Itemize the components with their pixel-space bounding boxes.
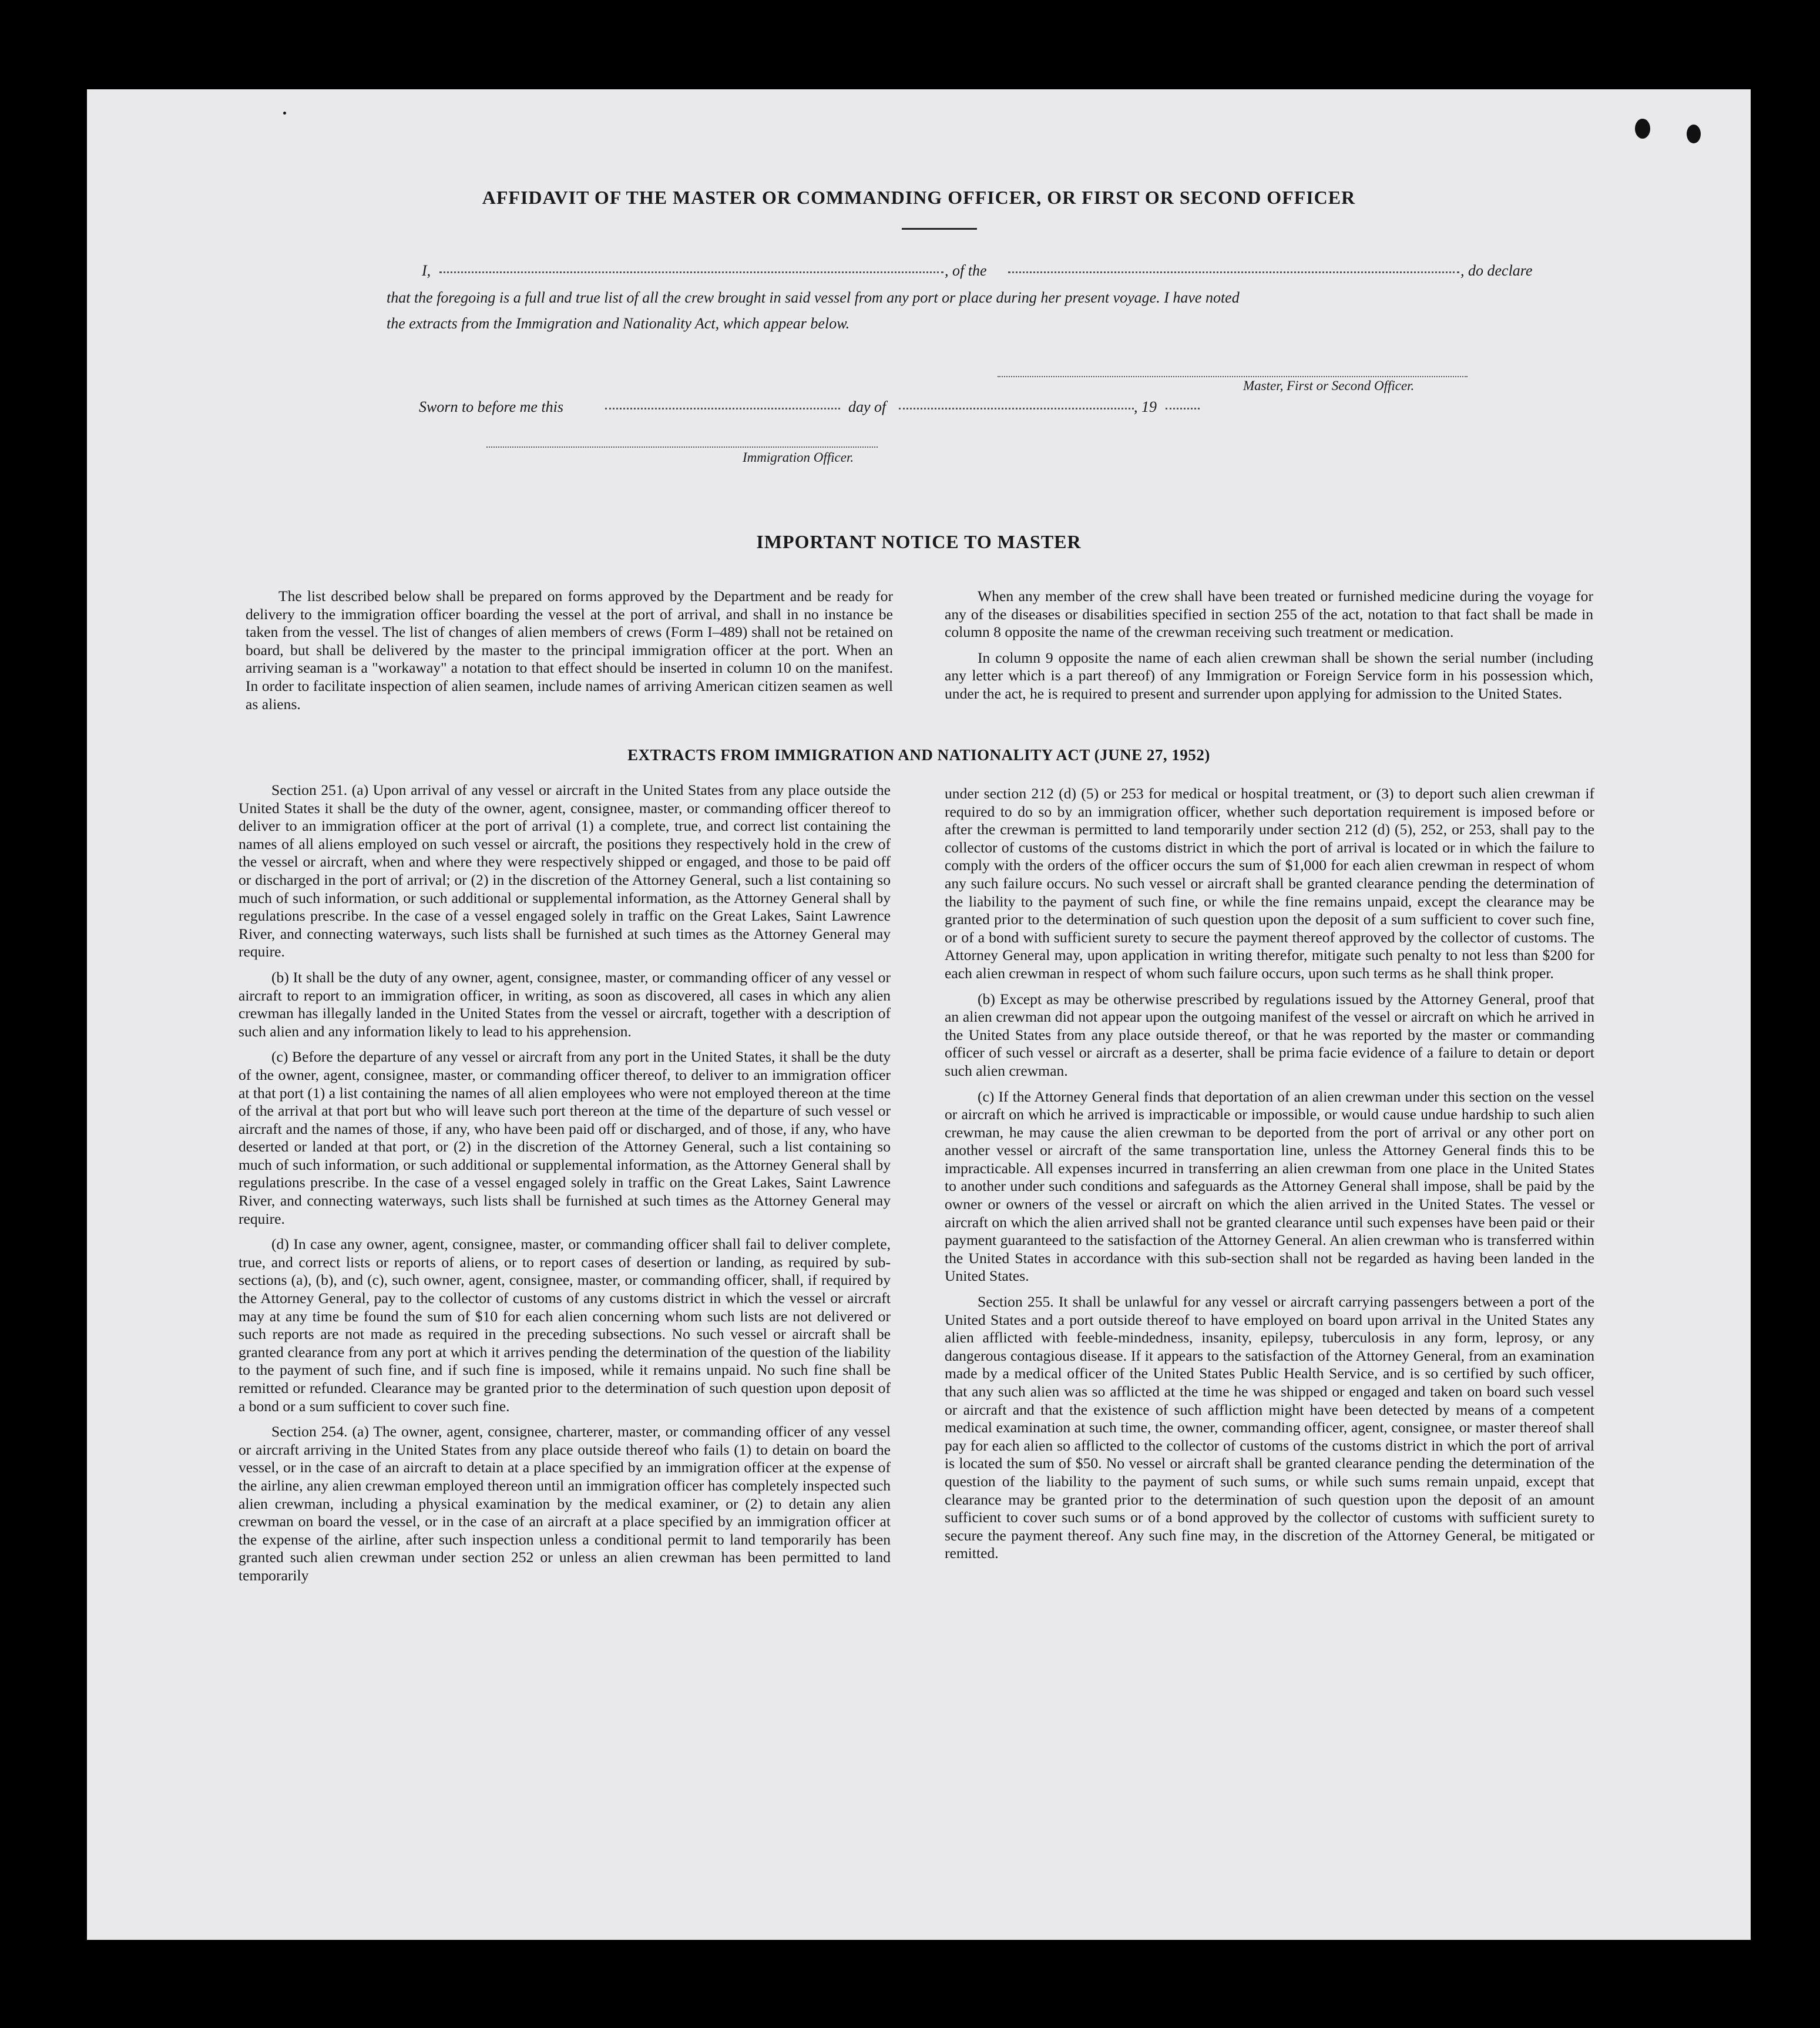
scan-speck: [1635, 119, 1650, 139]
of-the-label: , of the: [945, 262, 987, 279]
officer-signature-field[interactable]: [486, 446, 878, 448]
sworn-day-field[interactable]: [605, 408, 840, 409]
extracts-right-column: [945, 785, 1594, 1570]
officer-signature-label: Immigration Officer.: [743, 450, 854, 465]
document-page: [87, 89, 1751, 1940]
act-paragraph: (b) Except as may be otherwise prescribed by regulations issued by the Attorney General, proof that an alien crewman did not appear upon the outgoing manifest of the vessel or aircraft on which he arrived in the United States from any place outside thereof, or that he was reported by the master or commanding officer of such vessel or aircraft as a deserter, shall be prima facie evidence of a failure to detain or deport such alien crewman.: [945, 990, 1594, 1079]
declaration-line2: that the foregoing is a full and true list of all the crew brought in said vessel from any port or place during her present voyage. I have noted: [387, 289, 1240, 306]
day-of-label: day of: [848, 398, 887, 415]
notice-right-column: [945, 587, 1593, 711]
act-paragraph: Section 255. It shall be unlawful for any vessel or aircraft carrying passengers between a port of the United States and a port outside thereof to have employed on board upon arrival in the United States any alien afflicted with feeble-mindedness, insanity, epilepsy, tuberculosis in any form, leprosy, or any dangerous contagious disease. If it appears to the satisfaction of the Attorney General, from an examination made by a medical officer of the United States Public Health Service, and is so certified by such officer, that any such alien was so afflicted at the time he was shipped or engaged and taken on board such vessel or aircraft and that the existence of such affliction might have been detected by means of a competent medical examination at such time, the owner, commanding officer, agent, consignee, or master thereof shall pay for each alien so afflicted to the collector of customs of the customs district in which the port of arrival is located the sum of $50. No vessel or aircraft shall be granted clearance pending the determination of the question of the liability to the payment of such sums, or while such sums remain unpaid, except that clearance may be granted prior to the determination of such question upon the deposit of an amount sufficient to cover such sums or of a bond approved by the collector of customs with sufficient surety to secure the payment thereof. Any such fine may, in the discretion of the Attorney General, be mitigated or remitted.: [945, 1293, 1594, 1562]
act-paragraph: (c) Before the departure of any vessel or aircraft from any port in the United States, it shall be the duty of the owner, agent, consignee, master, or commanding officer thereof, to deliver to an immigration officer at that port (1) a list containing the names of all alien employees who were not employed thereon at the time of the arrival at that port but who will leave such port thereon at the time of the departure of such vessel or aircraft and the names of those, if any, who have been paid off or discharged, and of those, if any, who have deserted or landed at that port, or (2) in the discretion of the Attorney General, such a list containing so much of such information, or such additional or supplemental information, as the Attorney General shall by regulations prescribe. In the case of a vessel engaged solely in traffic on the Great Lakes, Saint Lawrence River, and connecting waterways, such lists shall be furnished at such times as the Attorney General may require.: [239, 1048, 891, 1227]
act-paragraph: (c) If the Attorney General finds that deportation of an alien crewman under this section on the vessel or aircraft on which he arrived is impracticable or impossible, or would cause undue hardship to such alien crewman, he may cause the alien crewman to be deported from the port of arrival or any other port on another vessel or aircraft of the same transportation line, unless the Attorney General finds this to be impracticable. All expenses incurred in transferring an alien crewman from one place in the United States to another under such conditions and safeguards as the Attorney General shall impose, shall be paid by the owner or owners of the vessel or aircraft on which the alien arrived in the United States. The vessel or aircraft on which the alien arrived shall not be granted clearance until such expenses have been paid or their payment guaranteed to the satisfaction of the Attorney General. An alien crewman who is transferred within the United States in accordance with this sub-section shall not be regarded as having been landed in the United States.: [945, 1087, 1594, 1285]
declarant-name-field[interactable]: [439, 271, 943, 273]
notice-paragraph: When any member of the crew shall have been treated or furnished medicine during the voyage for any of the diseases or disabilities specified in section 255 of the act, notation to that fact shall be made in column 8 opposite the name of the crewman receiving such treatment or medication.: [945, 587, 1593, 641]
notice-left-column: [246, 587, 893, 721]
act-paragraph: Section 251. (a) Upon arrival of any vessel or aircraft in the United States from any place outside the United States it shall be the duty of the owner, agent, consignee, master, or commanding officer thereof to deliver to an immigration officer at the port of arrival (1) a complete, true, and correct list containing the names of all aliens employed on such vessel or aircraft, the positions they respectively hold in the crew of the vessel or aircraft, when and where they were respectively shipped or engaged, and those to be paid off or discharged in the port of arrival; or (2) in the discretion of the Attorney General, such a list containing so much of such information, or such additional or supplemental information, as the Attorney General shall by regulations prescribe. In the case of a vessel engaged solely in traffic on the Great Lakes, Saint Lawrence River, and connecting waterways, such lists shall be furnished at such times as the Attorney General may require.: [239, 781, 891, 961]
act-paragraph: Section 254. (a) The owner, agent, consignee, charterer, master, or commanding officer of any vessel or aircraft arriving in the United States from any place outside thereof who fails (1) to detain on board the vessel, or in the case of an aircraft to detain at a place specified by an immigration officer at the expense of the airline, any alien crewman employed thereon until an immigration officer has completely inspected such alien crewman, including a physical examination by the medical examiner, or (2) to detain any alien crewman on board the vessel, or in the case of an aircraft at a place specified by an immigration officer at the expense of the airline, after such inspection unless a conditional permit to land temporarily has been granted such alien crewman under section 252 or unless an alien crewman has been permitted to land temporarily: [239, 1423, 891, 1584]
act-paragraph: under section 212 (d) (5) or 253 for medical or hospital treatment, or (3) to deport such alien crewman if required to do so by an immigration officer, whether such deportation requirement is imposed before or after the crewman is permitted to land temporarily under section 212 (d) (5), 252, or 253, shall pay to the collector of customs of the customs district in which the port of arrival is located or in which the failure to comply with the orders of the officer occurs the sum of $1,000 for each alien crewman in respect of whom any such failure occurs. No such vessel or aircraft shall be granted clearance pending the determination of the liability to the payment of such fine, or while the fine remains unpaid, except the clearance may be granted prior to the determination of such question upon the deposit of a sum sufficient to cover such fine, or of a bond with sufficient surety to secure the payment thereof approved by the collector of customs. The Attorney General may, upon application in writing therefor, mitigate such penalty to not less than $200 for each alien crewman in respect of whom such failure occurs, upon such terms as he shall think proper.: [945, 785, 1594, 982]
extracts-title: EXTRACTS FROM IMMIGRATION AND NATIONALITY ACT (JUNE 27, 1952): [627, 746, 1210, 764]
notice-paragraph: The list described below shall be prepared on forms approved by the Department and be ready for delivery to the immigration officer boarding the vessel at the port of arrival, and shall in no instance be taken from the vessel. The list of changes of alien members of crews (Form I–489) shall not be retained on board, but shall be delivered by the master to the principal immigration officer at the port. When an arriving seaman is a "workaway" a notation to that effect should be inserted in column 10 on the manifest. In order to facilitate inspection of alien seamen, include names of arriving American citizen seamen as well as aliens.: [246, 587, 893, 713]
title-rule: [902, 228, 977, 230]
notice-title: IMPORTANT NOTICE TO MASTER: [756, 531, 1082, 552]
notice-paragraph: In column 9 opposite the name of each alien crewman shall be shown the serial number (including any letter which is a part thereof) of any Immigration or Foreign Service form in his possession which, under the act, he is required to present and surrender upon applying for admission to the United States.: [945, 649, 1593, 702]
act-paragraph: (b) It shall be the duty of any owner, agent, consignee, master, or commanding officer of any vessel or aircraft to report to an immigration officer, in writing, as soon as discovered, all cases in which any alien crewman has illegally landed in the United States from the vessel or aircraft, together with a description of such alien and any information likely to lead to his apprehension.: [239, 968, 891, 1040]
do-declare-label: , do declare: [1460, 262, 1533, 279]
vessel-name-field[interactable]: [1008, 271, 1459, 273]
act-paragraph: (d) In case any owner, agent, consignee, master, or commanding officer shall fail to deliver complete, true, and correct lists or reports of aliens, or to report cases of desertion or landing, as required by sub-sections (a), (b), and (c), such owner, agent, consignee, master, or commanding officer, shall, if required by the Attorney General, pay to the collector of customs of any customs district in which the vessel or aircraft may at any time be found the sum of $10 for each alien concerning whom such lists are not delivered or such reports are not made as required in the preceding subsections. No such vessel or aircraft shall be granted clearance from any port at which it arrives pending the determination of the question of the liability to the payment of such fine, and if such fine is imposed, while it remains unpaid. No such fine shall be remitted or refunded. Clearance may be granted prior to the determination of such question upon deposit of a bond or a sum sufficient to cover such fine.: [239, 1235, 891, 1415]
year-label: , 19: [1134, 398, 1157, 415]
sworn-year-field[interactable]: [1166, 408, 1200, 409]
i-label: I,: [422, 262, 431, 279]
extracts-left-column: [239, 781, 891, 1593]
sworn-month-field[interactable]: [899, 408, 1134, 409]
master-signature-label: Master, First or Second Officer.: [1243, 378, 1415, 393]
scan-speck: [1687, 125, 1701, 143]
declaration-line3: the extracts from the Immigration and Nationality Act, which appear below.: [387, 315, 850, 332]
scan-speck: [283, 112, 286, 115]
sworn-label: Sworn to before me this: [419, 398, 564, 415]
affidavit-title: AFFIDAVIT OF THE MASTER OR COMMANDING OFFICER, OR FIRST OR SECOND OFFICER: [482, 187, 1356, 208]
master-signature-field[interactable]: [998, 376, 1468, 377]
